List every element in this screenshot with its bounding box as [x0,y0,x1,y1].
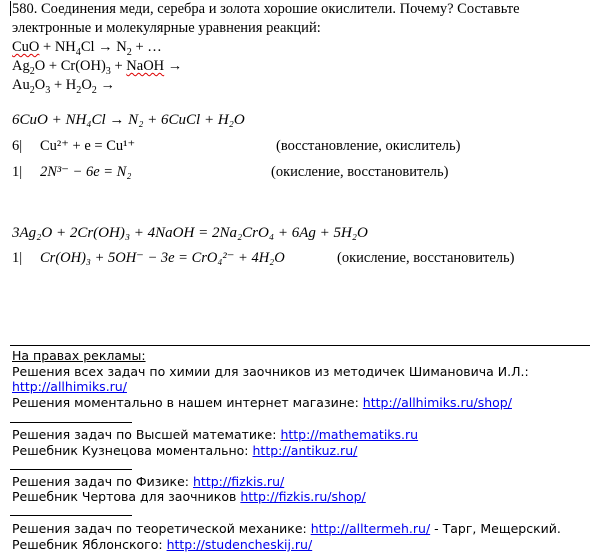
ads-line-3 [12,429,418,442]
solution-1-half-1-coef: 6| [12,138,23,154]
ads-line-7-text-b: - Тарг, Мещерский. [430,521,561,536]
reaction-1-sub: 4 [75,46,81,58]
solution-1-half-1-eq: Cu²⁺ + e = Cu¹⁺ [40,138,136,154]
reaction-2-naoh: NaOH [126,58,165,74]
ads-link-fizkis[interactable]: http://fizkis.ru/ [193,474,285,489]
ads-line-1-text-b: а И.Л.: [486,364,529,379]
reaction-1-part: + NH [39,39,76,55]
solution-1-equation: 6CuO + NH₄Cl → N₂ + 6CuCl + H₂O [12,112,245,128]
reaction-3-part: + H [50,77,77,93]
task-line-1: 580. Соединения меди, серебра и золота хорошие окислители. Почему? Составьте [12,1,520,17]
ads-line-3-text: Решения задач по Высшей математике: [12,427,281,442]
ads-link-allhimiks-shop[interactable]: http://allhimiks.ru/shop/ [362,395,512,410]
solution-2-half-1-eq: Cr(OH)₃ + 5OH⁻ − 3e = CrO₄²⁻ + 4H₂O [40,250,285,266]
ads-link-mathematiks[interactable]: http://mathematiks.ru [280,427,419,442]
ads-separator [10,515,132,516]
ads-link-alltermeh[interactable]: http://alltermeh.ru/ [310,521,431,536]
ads-line-2-text: Решения моментально в нашем интернет магазине: [12,395,363,410]
ads-line-6-text: Решебник Чертова для заочников [12,489,241,504]
ads-line-1-text: Решения всех задач по химии для заочников из методичек Шиманович [12,364,487,379]
ads-separator [10,469,132,470]
reaction-3-part: Au [12,77,30,93]
reaction-3-part: → [96,77,115,93]
task-line-2: электронные и молекулярные уравнения реакций: [12,20,321,36]
ads-line-7 [12,523,561,536]
text-cursor [10,1,11,16]
reaction-2-part: O + Cr(OH) [34,58,106,74]
reaction-3-part: O [81,77,92,93]
ads-line-5 [12,476,284,489]
ads-separator [10,422,132,423]
ads-line-2 [12,397,512,410]
reaction-3-sub: 3 [45,84,51,96]
ads-heading [12,350,146,363]
solution-1-half-1-note: (восстановление, окислитель) [276,138,461,154]
ads-divider [10,345,590,346]
solution-1-half-2-coef: 1| [12,164,23,180]
ads-line-6 [12,491,366,504]
reaction-1-part: Cl → N [80,39,127,55]
solution-2-equation: 3Ag₂O + 2Cr(OH)₃ + 4NaOH = 2Na₂CrO₄ + 6Ag + 5H₂O [12,225,368,241]
solution-1-half-2-note: (окисление, восстановитель) [271,164,449,180]
solution-2-half-1-note: (окисление, восстановитель) [337,250,515,266]
ads-line-5-text: Решения задач по Физике: [12,474,193,489]
ads-line-4-text: Решебник Кузнецова моментально: [12,443,253,458]
ads-line-8-text: Решебник Яблонского: [12,537,167,552]
ads-link-1-row [12,381,127,394]
ads-line-8 [12,539,312,552]
ads-line-7-text: Решения задач по теоретической механике: [12,521,311,536]
ads-link-studencheskij[interactable]: http://studencheskij.ru/ [166,537,313,552]
reaction-2 [12,58,183,77]
reaction-1-cuo: CuO [12,39,40,55]
reaction-3-sub: 2 [76,84,82,96]
solution-2-half-1-coef: 1| [12,250,23,266]
reaction-1 [12,39,162,58]
ads-heading-text: На правах рекламы: [12,348,146,363]
reaction-2-part: + [110,58,127,74]
ads-link-fizkis-shop[interactable]: http://fizkis.ru/shop/ [240,489,366,504]
reaction-2-sub: 2 [29,65,35,77]
reaction-3-part: O [34,77,46,93]
reaction-2-sub: 3 [105,65,111,77]
reaction-2-part: Ag [12,58,30,74]
reaction-2-part: → [164,58,183,74]
reaction-3 [12,77,115,96]
solution-1-half-2-eq: 2N³⁻ − 6e = N₂ [40,164,132,180]
ads-link-allhimiks[interactable]: http://allhimiks.ru/ [12,379,127,394]
ads-link-antikuz[interactable]: http://antikuz.ru/ [252,443,358,458]
ads-line-1 [12,366,529,379]
reaction-1-part: + … [131,39,162,55]
reaction-1-sub: 2 [126,46,132,58]
ads-line-4 [12,445,357,458]
reaction-3-sub: 2 [29,84,35,96]
reaction-3-sub: 2 [91,84,97,96]
